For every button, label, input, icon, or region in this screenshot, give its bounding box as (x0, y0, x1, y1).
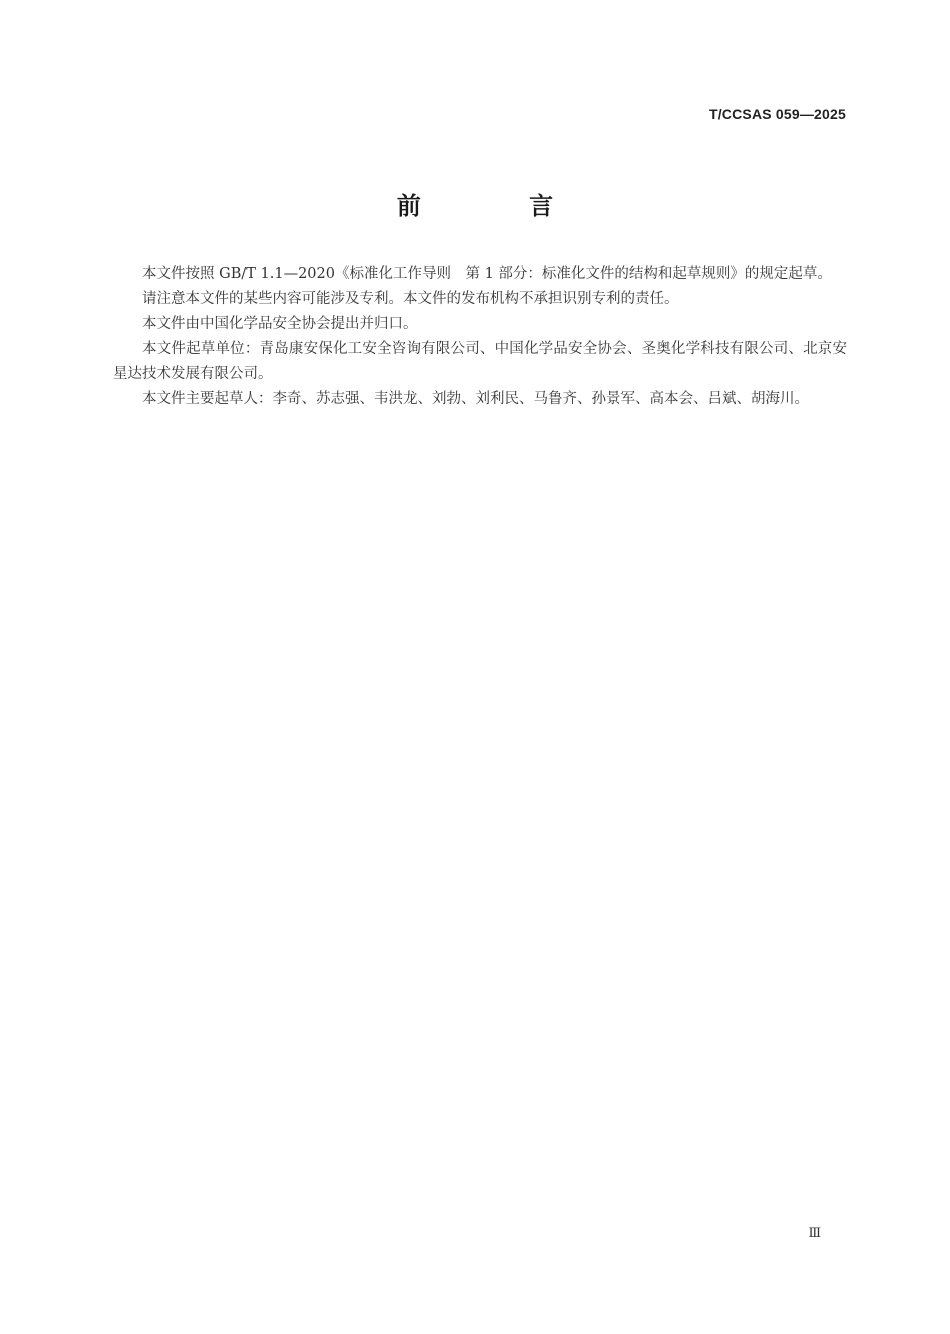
paragraph-drafters: 本文件主要起草人：李奇、苏志强、韦洪龙、刘勃、刘利民、马鲁齐、孙景军、高本会、吕斌、胡海川。 (142, 391, 809, 407)
paragraph-drafting-units: 本文件起草单位：青岛康安保化工安全咨询有限公司、中国化学品安全协会、圣奥化学科技有限公司、北京安星达技术发展有限公司。 (113, 341, 847, 382)
paragraph-patent-notice: 请注意本文件的某些内容可能涉及专利。本文件的发布机构不承担识别专利的责任。 (142, 291, 679, 307)
paragraph-proposer: 本文件由中国化学品安全协会提出并归口。 (142, 316, 418, 332)
paragraph-drafting-rules: 本文件按照 GB/T 1.1—2020《标准化工作导则 第 1 部分：标准化文件的结构和起草规则》的规定起草。 (142, 266, 832, 282)
section-title: 前 言 (396, 192, 604, 220)
page-number: Ⅲ (808, 1226, 820, 1241)
foreword-body (113, 262, 847, 412)
standard-code: T/CCSAS 059—2025 (708, 106, 846, 122)
